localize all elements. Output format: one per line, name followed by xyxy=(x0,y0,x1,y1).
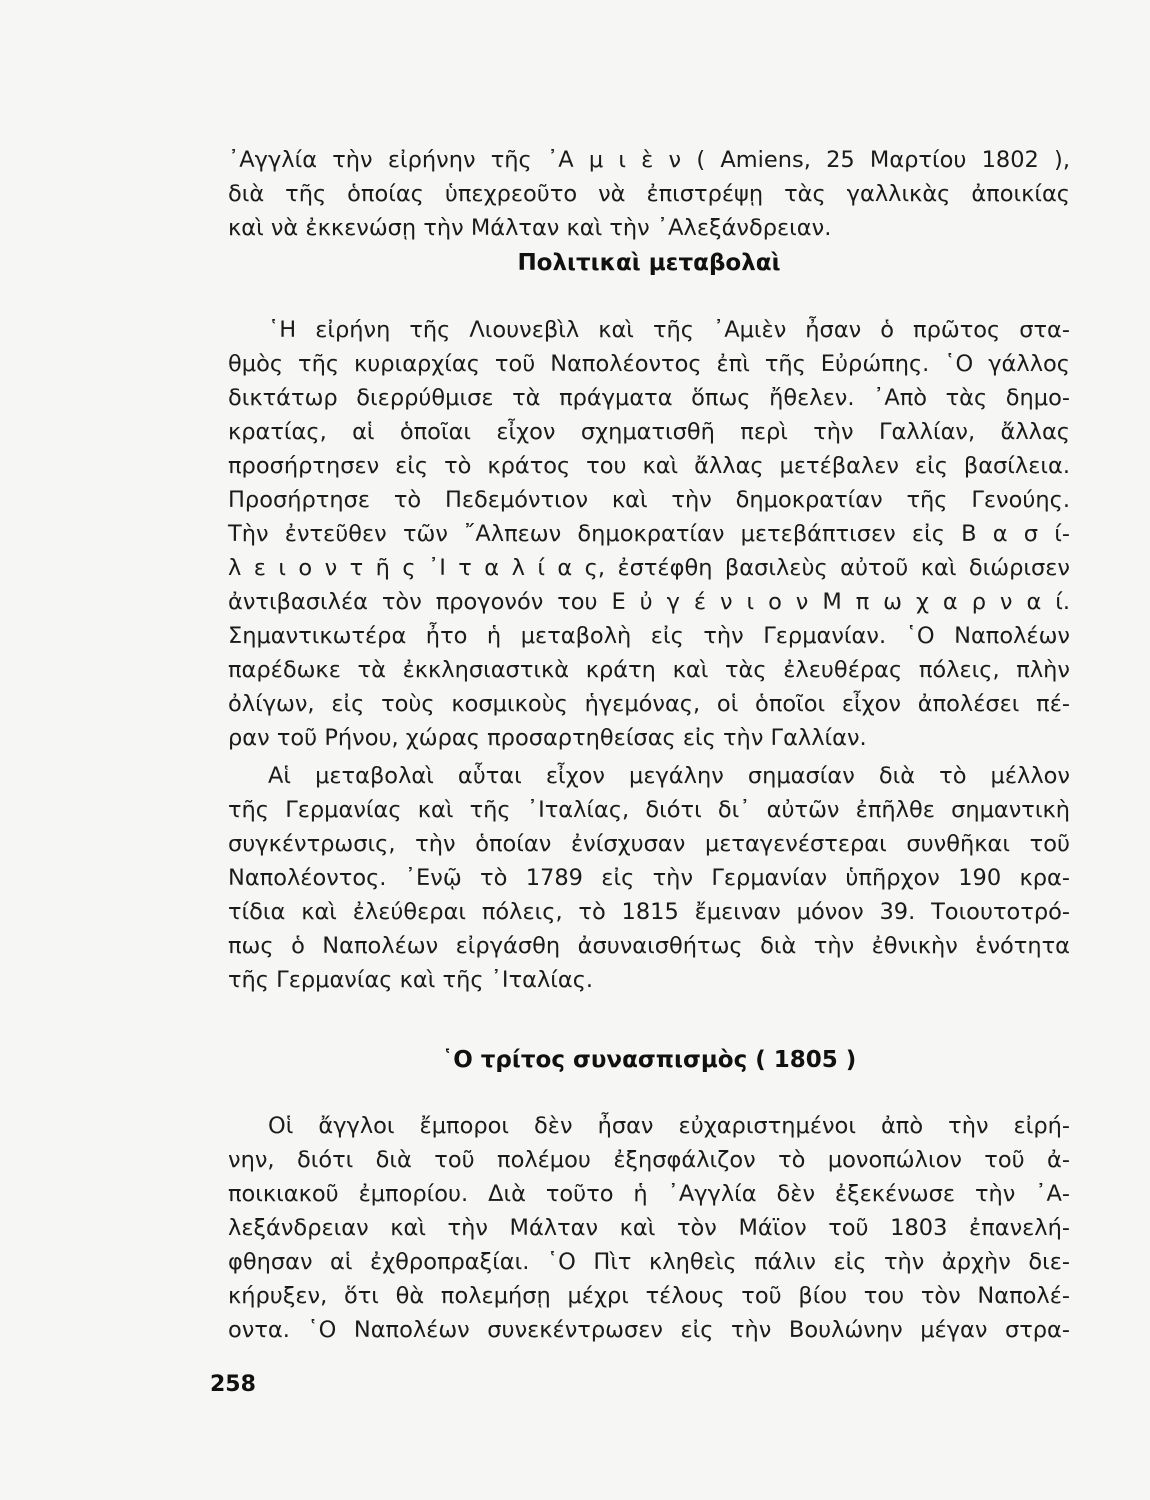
text-line: καὶ νὰ ἐκκενώσῃ τὴν Μάλταν καὶ τὴν ᾿Αλεξάνδρειαν. xyxy=(228,215,832,241)
page-number: 258 xyxy=(210,1372,256,1397)
text-line: νην, διότι διὰ τοῦ πολέμου ἐξησφάλιζον τὸ μονοπώλιον τοῦ ἀ- xyxy=(228,1147,1070,1173)
text-line: ᾿Αγγλία τὴν εἰρήνην τῆς ᾿Α μ ι ὲ ν ( Amiens, 25 Μαρτίου 1802 ), xyxy=(228,147,1070,173)
text-line: θμὸς τῆς κυριαρχίας τοῦ Ναπολέοντος ἐπὶ τῆς Εὐρώπης. ῾Ο γάλλος xyxy=(228,351,1070,377)
text-line: ἀντιβασιλέα τὸν προγονόν του Ε ὐ γ έ ν ι ο ν Μ π ω χ α ρ ν α ί. xyxy=(228,589,1070,615)
text-line: προσήρτησεν εἰς τὸ κράτος του καὶ ἄλλας μετέβαλεν εἰς βασίλεια. xyxy=(228,453,1070,479)
text-line: ραν τοῦ Ρήνου, χώρας προσαρτηθείσας εἰς τὴν Γαλλίαν. xyxy=(228,725,867,751)
text-line: τίδια καὶ ἐλεύθεραι πόλεις, τὸ 1815 ἔμειναν μόνον 39. Τοιουτοτρό- xyxy=(228,899,1070,925)
text-line: ποικιακοῦ ἐμπορίου. Διὰ τοῦτο ἡ ᾿Αγγλία δὲν ἐξεκένωσε τὴν ᾿Α- xyxy=(228,1181,1070,1207)
text-line: Ναπολέοντος. ᾿Ενῷ τὸ 1789 εἰς τὴν Γερμανίαν ὑπῆρχον 190 κρα- xyxy=(228,865,1070,891)
section-heading-political-changes: Πολιτικαὶ μεταβολαὶ xyxy=(517,250,781,276)
text-line: ὀλίγων, εἰς τοὺς κοσμικοὺς ἡγεμόνας, οἱ ὁποῖοι εἶχον ἀπολέσει πέ- xyxy=(228,691,1070,717)
section-heading-third-coalition: ῾Ο τρίτος συνασπισμὸς ( 1805 ) xyxy=(441,1047,857,1073)
text-line: τῆς Γερμανίας καὶ τῆς ᾿Ιταλίας, διότι δι᾿ αὐτῶν ἐπῆλθε σημαντικὴ xyxy=(228,797,1070,823)
text-line: παρέδωκε τὰ ἐκκλησιαστικὰ κράτη καὶ τὰς ἐλευθέρας πόλεις, πλὴν xyxy=(228,657,1070,683)
text-line: Σημαντικωτέρα ἦτο ἡ μεταβολὴ εἰς τὴν Γερμανίαν. ῾Ο Ναπολέων xyxy=(228,623,1070,649)
text-line: λ ε ι ο ν τ ῆ ς ᾿Ι τ α λ ί α ς, ἐστέφθη βασιλεὺς αὐτοῦ καὶ διώρισεν xyxy=(228,555,1070,581)
text-line: ῾Η εἰρήνη τῆς Λιουνεβὶλ καὶ τῆς ᾿Αμιὲν ἦσαν ὁ πρῶτος στα- xyxy=(268,317,1070,343)
text-line: Τὴν ἐντεῦθεν τῶν ῎Αλπεων δημοκρατίαν μετεβάπτισεν εἰς Β α σ ί- xyxy=(228,521,1070,547)
text-line: διὰ τῆς ὁποίας ὑπεχρεοῦτο νὰ ἐπιστρέψῃ τὰς γαλλικὰς ἀποικίας xyxy=(228,181,1070,207)
text-line: Οἱ ἄγγλοι ἔμποροι δὲν ἦσαν εὐχαριστημένοι ἀπὸ τὴν εἰρή- xyxy=(268,1113,1070,1139)
text-line: συγκέντρωσις, τὴν ὁποίαν ἐνίσχυσαν μεταγενέστεραι συνθῆκαι τοῦ xyxy=(228,831,1070,857)
text-line: φθησαν αἱ ἐχθροπραξίαι. ῾Ο Πὶτ κληθεὶς πάλιν εἰς τὴν ἀρχὴν διε- xyxy=(228,1249,1070,1275)
text-line: πως ὁ Ναπολέων εἰργάσθη ἀσυναισθήτως διὰ τὴν ἐθνικὴν ἑνότητα xyxy=(228,933,1070,959)
text-line: τῆς Γερμανίας καὶ τῆς ᾿Ιταλίας. xyxy=(228,967,594,993)
text-line: δικτάτωρ διερρύθμισε τὰ πράγματα ὅπως ἤθελεν. ᾿Απὸ τὰς δημο- xyxy=(228,385,1070,411)
text-line: Προσήρτησε τὸ Πεδεμόντιον καὶ τὴν δημοκρατίαν τῆς Γενούης. xyxy=(228,487,1070,513)
text-line: Αἱ μεταβολαὶ αὗται εἶχον μεγάλην σημασίαν διὰ τὸ μέλλον xyxy=(268,763,1070,789)
text-line: οντα. ῾Ο Ναπολέων συνεκέντρωσεν εἰς τὴν Βουλώνην μέγαν στρα- xyxy=(228,1317,1070,1343)
text-line: λεξάνδρειαν καὶ τὴν Μάλταν καὶ τὸν Μάϊον τοῦ 1803 ἐπανελή- xyxy=(228,1215,1070,1241)
text-line: κρατίας, αἱ ὁποῖαι εἶχον σχηματισθῆ περὶ τὴν Γαλλίαν, ἄλλας xyxy=(228,419,1070,445)
text-line: κήρυξεν, ὅτι θὰ πολεμήσῃ μέχρι τέλους τοῦ βίου του τὸν Ναπολέ- xyxy=(228,1283,1070,1309)
